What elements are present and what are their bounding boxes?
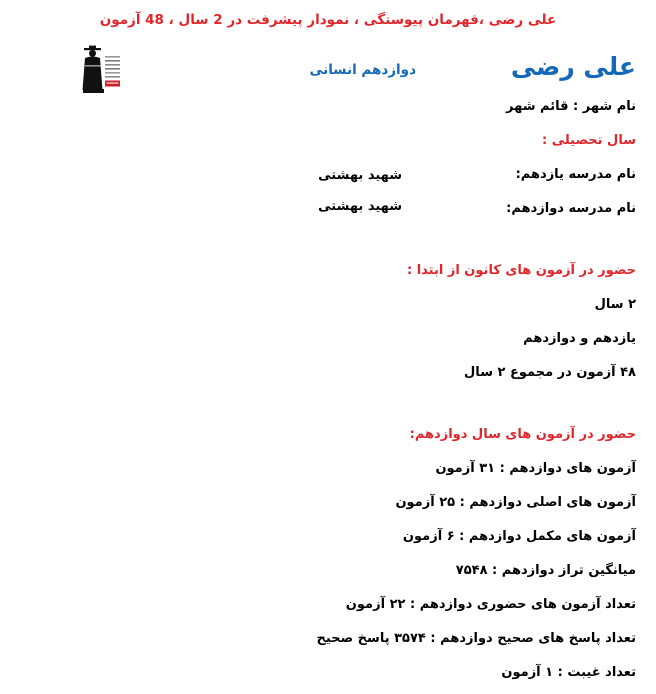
school-11-label: نام مدرسه یازدهم: <box>515 167 636 182</box>
twelfth-line-4: تعداد آزمون های حضوری دوازدهم : ۲۲ آزمون <box>345 597 636 612</box>
spacer <box>20 645 636 666</box>
student-name-heading: علی رضی <box>510 52 636 81</box>
spacer <box>20 215 636 251</box>
academic-year-label: سال تحصیلی : <box>541 133 636 148</box>
spacer <box>20 311 636 332</box>
spacer <box>20 475 636 496</box>
spacer <box>20 509 636 530</box>
twelfth-line-3: میانگین تراز دوازدهم : ۷۵۴۸ <box>455 563 636 578</box>
city-line: نام شهر : قائم شهر <box>506 99 636 114</box>
spacer <box>20 611 636 632</box>
since-beginning-heading: حضور در آزمون های کانون از ابتدا : <box>406 263 636 278</box>
info-column <box>20 100 636 679</box>
spacer <box>20 379 636 415</box>
since-beginning-line-1: یازدهم و دوازدهم <box>523 331 636 346</box>
logo-icon <box>78 43 122 95</box>
twelfth-line-6: تعداد غیبت : ۱ آزمون <box>501 665 636 680</box>
since-beginning-line-2: ۴۸ آزمون در مجموع ۲ سال <box>464 365 636 380</box>
since-beginning-line-0: ۲ سال <box>594 297 636 312</box>
spacer <box>20 345 636 366</box>
spacer <box>20 113 636 134</box>
twelfth-line-1: آزمون های اصلی دوازدهم : ۲۵ آزمون <box>395 495 636 510</box>
school-12-value: شهید بهشتی <box>318 199 402 214</box>
spacer <box>20 441 636 462</box>
spacer <box>20 147 636 168</box>
twelfth-grade-heading: حضور در آزمون های سال دوازدهم: <box>409 427 636 442</box>
page-title: علی رضی ،قهرمان پیوستگی ، نمودار پیشرفت در 2 سال ، 48 آزمون <box>99 12 557 28</box>
spacer <box>20 577 636 598</box>
twelfth-line-5: تعداد پاسخ های صحیح دوازدهم : ۳۵۷۴ پاسخ صحیح <box>316 631 636 646</box>
twelfth-line-2: آزمون های مکمل دوازدهم : ۶ آزمون <box>402 529 636 544</box>
school-12-label: نام مدرسه دوازدهم: <box>506 201 636 216</box>
student-grade-heading: دوازدهم انسانی <box>309 62 416 78</box>
spacer <box>20 277 636 298</box>
school-11-value: شهید بهشتی <box>318 168 402 183</box>
kanoon-graduate-logo <box>78 43 122 95</box>
spacer <box>20 543 636 564</box>
twelfth-line-0: آزمون های دوازدهم : ۳۱ آزمون <box>435 461 636 476</box>
